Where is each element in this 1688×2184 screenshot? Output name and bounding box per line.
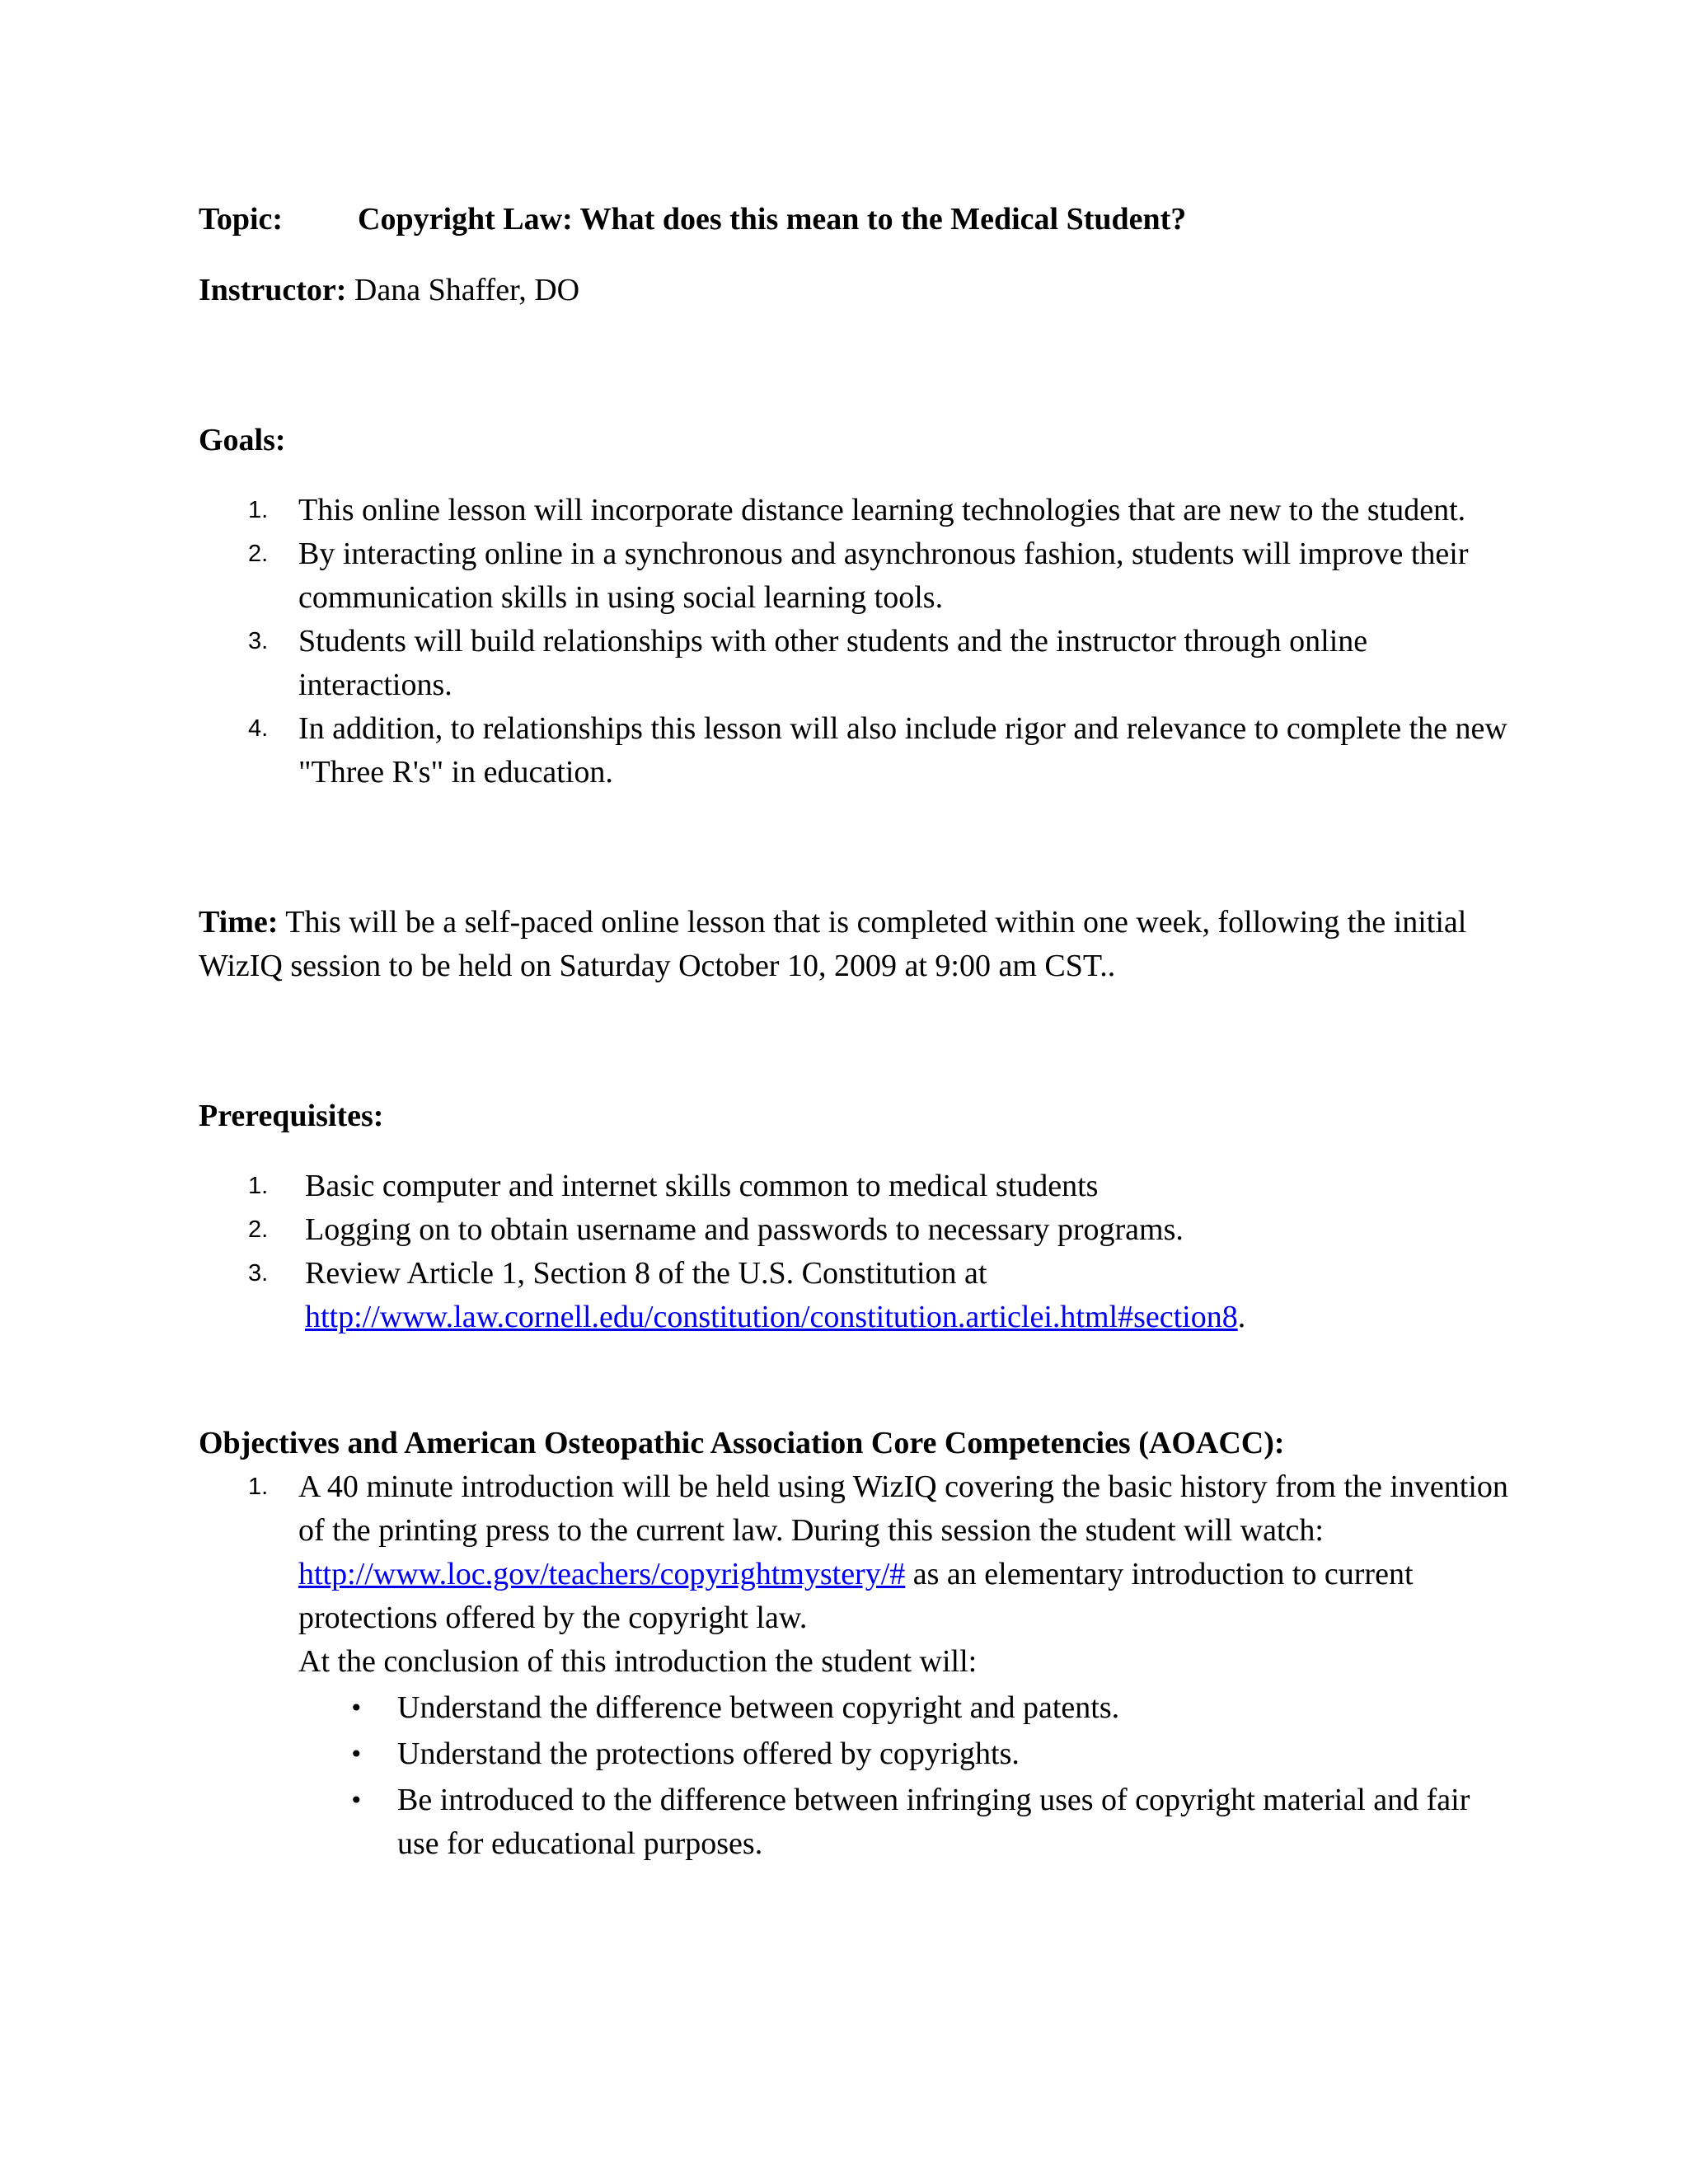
goal-number: 1. <box>248 497 269 523</box>
prerequisite-number: 2. <box>248 1216 269 1243</box>
goal-number: 4. <box>248 715 269 742</box>
prerequisite-text: Logging on to obtain username and passwords to necessary programs. <box>305 1212 1184 1247</box>
copyright-mystery-link[interactable]: http://www.loc.gov/teachers/copyrightmystery/# <box>298 1557 906 1591</box>
objective-conclusion: At the conclusion of this introduction the student will: <box>298 1644 978 1679</box>
objective-item <box>199 1465 1517 1866</box>
goals-heading: Goals: <box>199 423 286 457</box>
goal-text: By interacting online in a synchronous and asynchronous fashion, students will improve their communication skills in using social learning tools. <box>298 537 1469 615</box>
prerequisites-list <box>199 1165 1517 1339</box>
bullet-symbol: • <box>349 1694 363 1722</box>
goal-item <box>199 620 1517 707</box>
goal-item <box>199 489 1517 532</box>
instructor-label: Instructor: <box>199 273 347 307</box>
time-label: Time: <box>199 905 279 940</box>
goal-text: This online lesson will incorporate distance learning technologies that are new to the student. <box>298 493 1466 527</box>
topic-label: Topic: <box>199 202 284 237</box>
prerequisites-heading: Prerequisites: <box>199 1099 384 1133</box>
objective-number: 1. <box>248 1474 269 1500</box>
time-text: This will be a self-paced online lesson that is completed within one week, following the initial WizIQ session to be held on Saturday October 10, 2009 at 9:00 am CST.. <box>199 905 1467 983</box>
objectives-list <box>199 1465 1517 1866</box>
bullet-text: Understand the protections offered by copyrights. <box>397 1736 1020 1771</box>
goal-number: 2. <box>248 541 269 567</box>
link-period: . <box>1237 1300 1246 1334</box>
constitution-link[interactable]: http://www.law.cornell.edu/constitution/constitution.articlei.html#section8 <box>305 1300 1238 1334</box>
bullet-symbol: • <box>349 1787 363 1814</box>
topic-line <box>199 198 1517 241</box>
prerequisite-number: 3. <box>248 1260 269 1286</box>
prerequisite-item <box>199 1252 1517 1339</box>
goal-item <box>199 532 1517 620</box>
goal-text: In addition, to relationships this lesson will also include rigor and relevance to complete the new "Three R's" in education. <box>298 711 1507 790</box>
bullet-item <box>298 1686 1517 1730</box>
instructor-name: Dana Shaffer, DO <box>354 273 580 307</box>
goals-list <box>199 489 1517 794</box>
objective-bullets <box>298 1686 1517 1866</box>
goal-number: 3. <box>248 628 269 654</box>
prerequisite-text: Review Article 1, Section 8 of the U.S. Constitution at <box>305 1256 987 1291</box>
bullet-text: Understand the difference between copyright and patents. <box>397 1690 1120 1725</box>
objective-text-after: as an elementary introduction to current protections offered by the copyright law. <box>298 1557 1414 1635</box>
goal-text: Students will build relationships with other students and the instructor through online interactions. <box>298 624 1368 702</box>
prerequisite-item <box>199 1165 1517 1208</box>
prerequisite-item <box>199 1208 1517 1252</box>
objective-text-before: A 40 minute introduction will be held using WizIQ covering the basic history from the invention of the printing press to the current law. During this session the student will watch: <box>298 1469 1508 1548</box>
instructor-line <box>199 269 1517 312</box>
prerequisite-number: 1. <box>248 1173 269 1199</box>
bullet-text: Be introduced to the difference between infringing uses of copyright material and fair use for educational purposes. <box>397 1783 1470 1861</box>
topic-title: Copyright Law: What does this mean to the Medical Student? <box>358 202 1187 237</box>
bullet-item <box>298 1779 1517 1866</box>
document-content <box>199 198 1517 1866</box>
bullet-symbol: • <box>349 1741 363 1768</box>
prerequisite-text: Basic computer and internet skills common to medical students <box>305 1169 1099 1203</box>
bullet-item <box>298 1732 1517 1776</box>
goal-item <box>199 707 1517 794</box>
objectives-heading: Objectives and American Osteopathic Association Core Competencies (AOACC): <box>199 1426 1285 1460</box>
time-paragraph <box>199 901 1517 988</box>
